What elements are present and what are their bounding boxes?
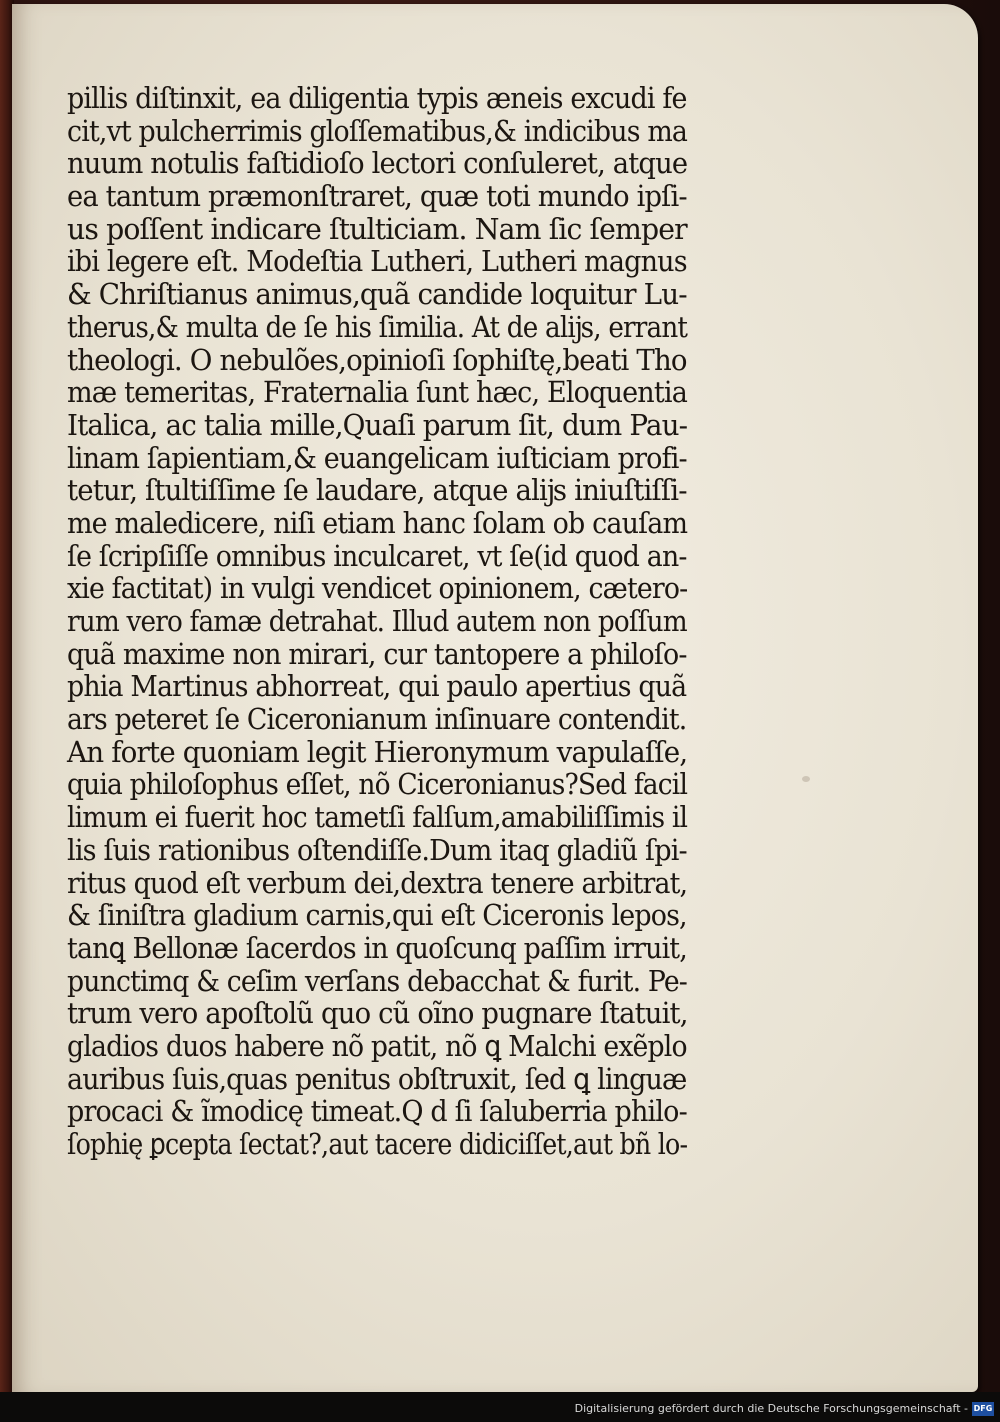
text-line: & ſiniſtra gladium carnis,qui eſt Ciceronis lepos, <box>67 898 687 933</box>
text-line: phia Martinus abhorreat, qui paulo apertius quã <box>67 669 687 704</box>
text-line: quã maxime non mirari, cur tantopere a philoſo- <box>67 636 687 671</box>
text-line: lis ſuis rationibus oſtendiſſe.Dum itaq gladiũ ſpi- <box>67 832 687 867</box>
dfg-logo: DFG <box>972 1402 994 1416</box>
text-line: therus,& multa de ſe his ſimilia. At de alĳs, errant <box>67 309 688 344</box>
text-line: ſe ſcripſiſſe omnibus inculcaret, vt ſe(id quod an- <box>67 538 687 573</box>
text-line: gladios duos habere nõ patit, nõ ꝗ Malchi exẽplo <box>67 1028 687 1063</box>
text-line: ibi legere eſt. Modeſtia Lutheri, Lutheri magnus <box>67 244 687 279</box>
text-line: ſophię ꝑcepta ſectat?,aut tacere didiciſſet,aut bñ lo- <box>67 1127 688 1161</box>
text-line: theologi. O nebulões,opinioſi ſophiſtę,beati Tho <box>67 342 687 377</box>
text-line: tetur, ſtultiſſime ſe laudare, atque alĳs iniuſtiſſi- <box>67 473 687 508</box>
text-line: cit,vt pulcherrimis gloſſematibus,& indicibus ma <box>67 113 688 148</box>
text-line: & Chriſtianus animus,quã candide loquitur Lu- <box>67 277 687 312</box>
digitization-credit: Digitalisierung gefördert durch die Deutsche Forschungsgemeinschaft - <box>574 1402 968 1415</box>
text-line: trum vero apoſtolũ quo cũ oĩno pugnare ſtatuit, <box>67 996 688 1031</box>
footer-bar <box>0 1392 1000 1422</box>
text-line: rum vero famæ detrahat. Illud autem non poſſum <box>67 604 687 638</box>
text-line: punctimq & ceſim verſans debacchat & furit. Pe- <box>67 963 688 998</box>
text-line: xie factitat) in vulgi vendicet opinionem, cætero- <box>67 571 688 606</box>
page-text-block <box>67 82 707 1161</box>
book-page <box>12 4 978 1392</box>
text-line: auribus ſuis,quas penitus obſtruxit, ſed ꝗ linguæ <box>67 1061 687 1096</box>
text-line: ritus quod eſt verbum dei,dextra tenere arbitrat, <box>67 865 688 900</box>
text-line: Italica, ac talia mille,Quaſi parum ſit, dum Pau- <box>67 407 688 442</box>
text-line: limum ei fuerit hoc tametſi falſum,amabiliſſimis il <box>67 800 688 835</box>
page-stain <box>802 776 810 782</box>
text-line: linam ſapientiam,& euangelicam iuſticiam profi- <box>67 440 687 475</box>
text-line: me maledicere, niſi etiam hanc ſolam ob cauſam <box>67 505 688 540</box>
text-line: pillis diſtinxit, ea diligentia typis æneis excudi fe <box>67 81 687 115</box>
text-line: us poſſent indicare ſtulticiam. Nam ſic ſemper <box>67 211 687 246</box>
text-line: procaci & ĩmodicę timeat.Q d ſi ſaluberria philo- <box>67 1094 687 1129</box>
text-line: nuum notulis faſtidioſo lectori conſuleret, atque <box>67 146 688 181</box>
text-line: An forte quoniam legit Hieronymum vapulaſſe, <box>67 734 688 769</box>
text-line: ea tantum præmonſtraret, quæ toti mundo ipſi- <box>67 179 687 214</box>
text-line: ars peteret ſe Ciceronianum inſinuare contendit. <box>67 702 687 737</box>
text-line: quia philoſophus eſſet, nõ Ciceronianus?Sed facil <box>67 767 688 802</box>
text-line: mæ temeritas, Fraternalia ſunt hæc, Eloquentia <box>67 375 687 410</box>
text-line: tanꝗ Bellonæ ſacerdos in quoſcunq paſſim irruit, <box>67 930 687 965</box>
